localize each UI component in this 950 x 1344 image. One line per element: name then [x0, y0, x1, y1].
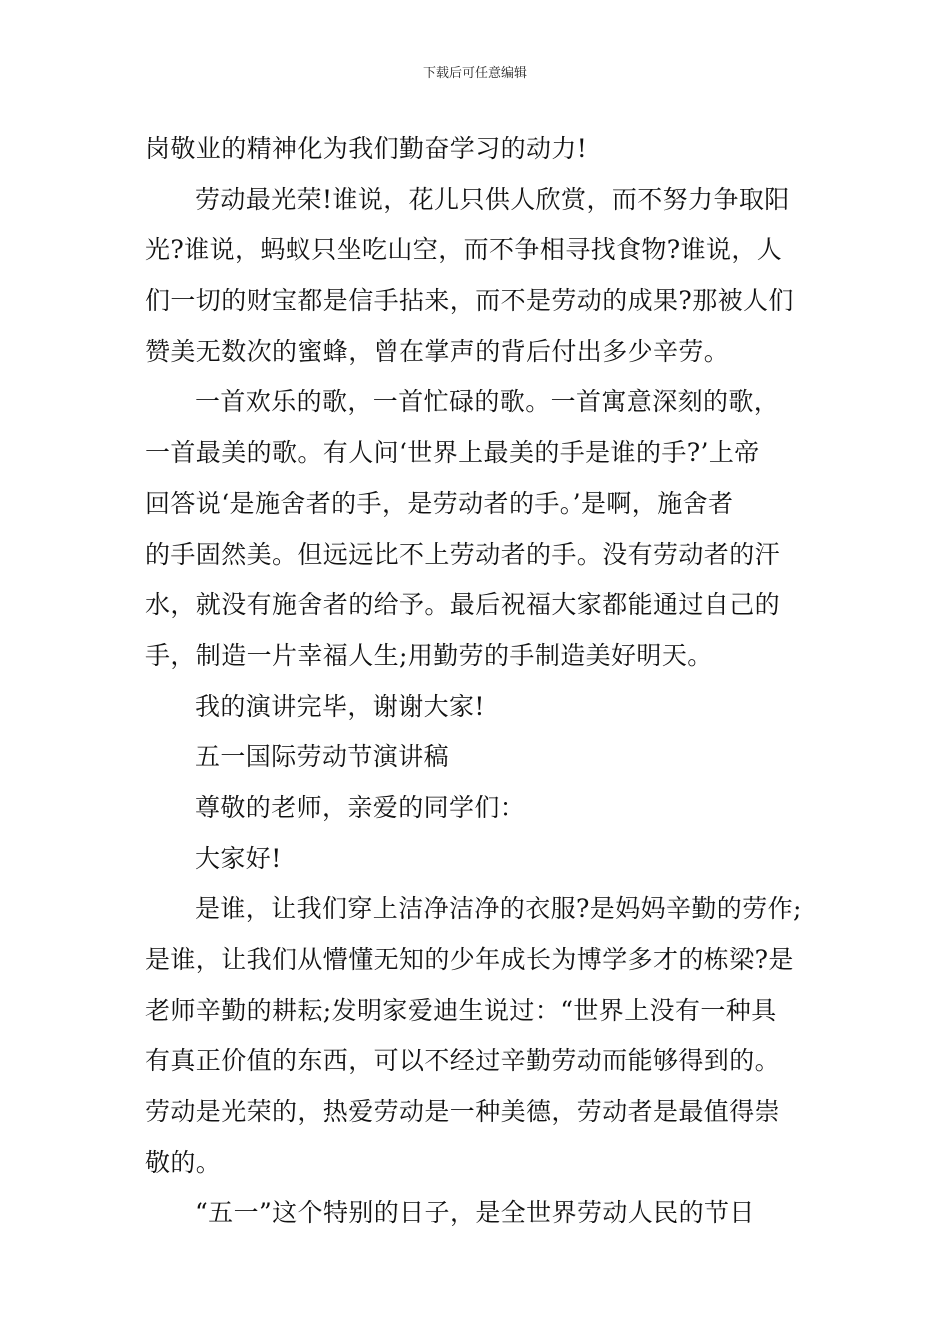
text-line: 光?谁说，蚂蚁只坐吃山空，而不争相寻找食物?谁说，人 — [145, 235, 783, 265]
text-line: 劳动是光荣的，热爱劳动是一种美德，劳动者是最值得崇 — [145, 1097, 781, 1127]
page-header: 下载后可任意编辑 — [422, 66, 527, 81]
text-line: 一首欢乐的歌，一首忙碌的歌。一首寓意深刻的歌， — [195, 387, 780, 417]
text-line: 赞美无数次的蜜蜂，曾在掌声的背后付出多少辛劳。 — [145, 336, 730, 366]
text-line: 们一切的财宝都是信手拈来，而不是劳动的成果?那被人们 — [145, 286, 794, 316]
text-line: 大家好! — [195, 843, 282, 873]
text-line: 尊敬的老师，亲爱的同学们： — [195, 792, 526, 822]
text-line: 岗敬业的精神化为我们勤奋学习的动力! — [145, 134, 588, 163]
text-line: 劳动最光荣!谁说，花儿只供人欣赏，而不努力争取阳 — [195, 184, 790, 214]
text-line: 回答说‘是施舍者的手，是劳动者的手。’是啊，施舍者 — [145, 488, 734, 518]
text-line: 是谁，让我们从懵懂无知的少年成长为博学多才的栋梁?是 — [145, 945, 794, 974]
text-line: 是谁，让我们穿上洁净洁净的衣服?是妈妈辛勤的劳作; — [195, 894, 802, 924]
text-line: 五一国际劳动节演讲稿 — [195, 742, 450, 772]
text-line: 敬的。 — [145, 1147, 222, 1177]
text-line: 有真正价值的东西，可以不经过辛勤劳动而能够得到的。 — [145, 1046, 781, 1076]
text-line: “五一”这个特别的日子，是全世界劳动人民的节日 — [195, 1198, 755, 1228]
text-line: 一首最美的歌。有人问‘世界上最美的手是谁的手?’上帝 — [145, 438, 760, 468]
text-line: 手，制造一片幸福人生;用勤劳的手制造美好明天。 — [145, 640, 713, 670]
text-line: 我的演讲完毕，谢谢大家! — [195, 691, 485, 721]
text-line: 老师辛勤的耕耘;发明家爱迪生说过：“世界上没有一种具 — [145, 995, 777, 1025]
text-line: 的手固然美。但远远比不上劳动者的手。没有劳动者的汗 — [145, 539, 781, 569]
text-line: 水，就没有施舍者的给予。最后祝福大家都能通过自己的 — [145, 590, 781, 620]
document-body — [145, 124, 810, 1239]
